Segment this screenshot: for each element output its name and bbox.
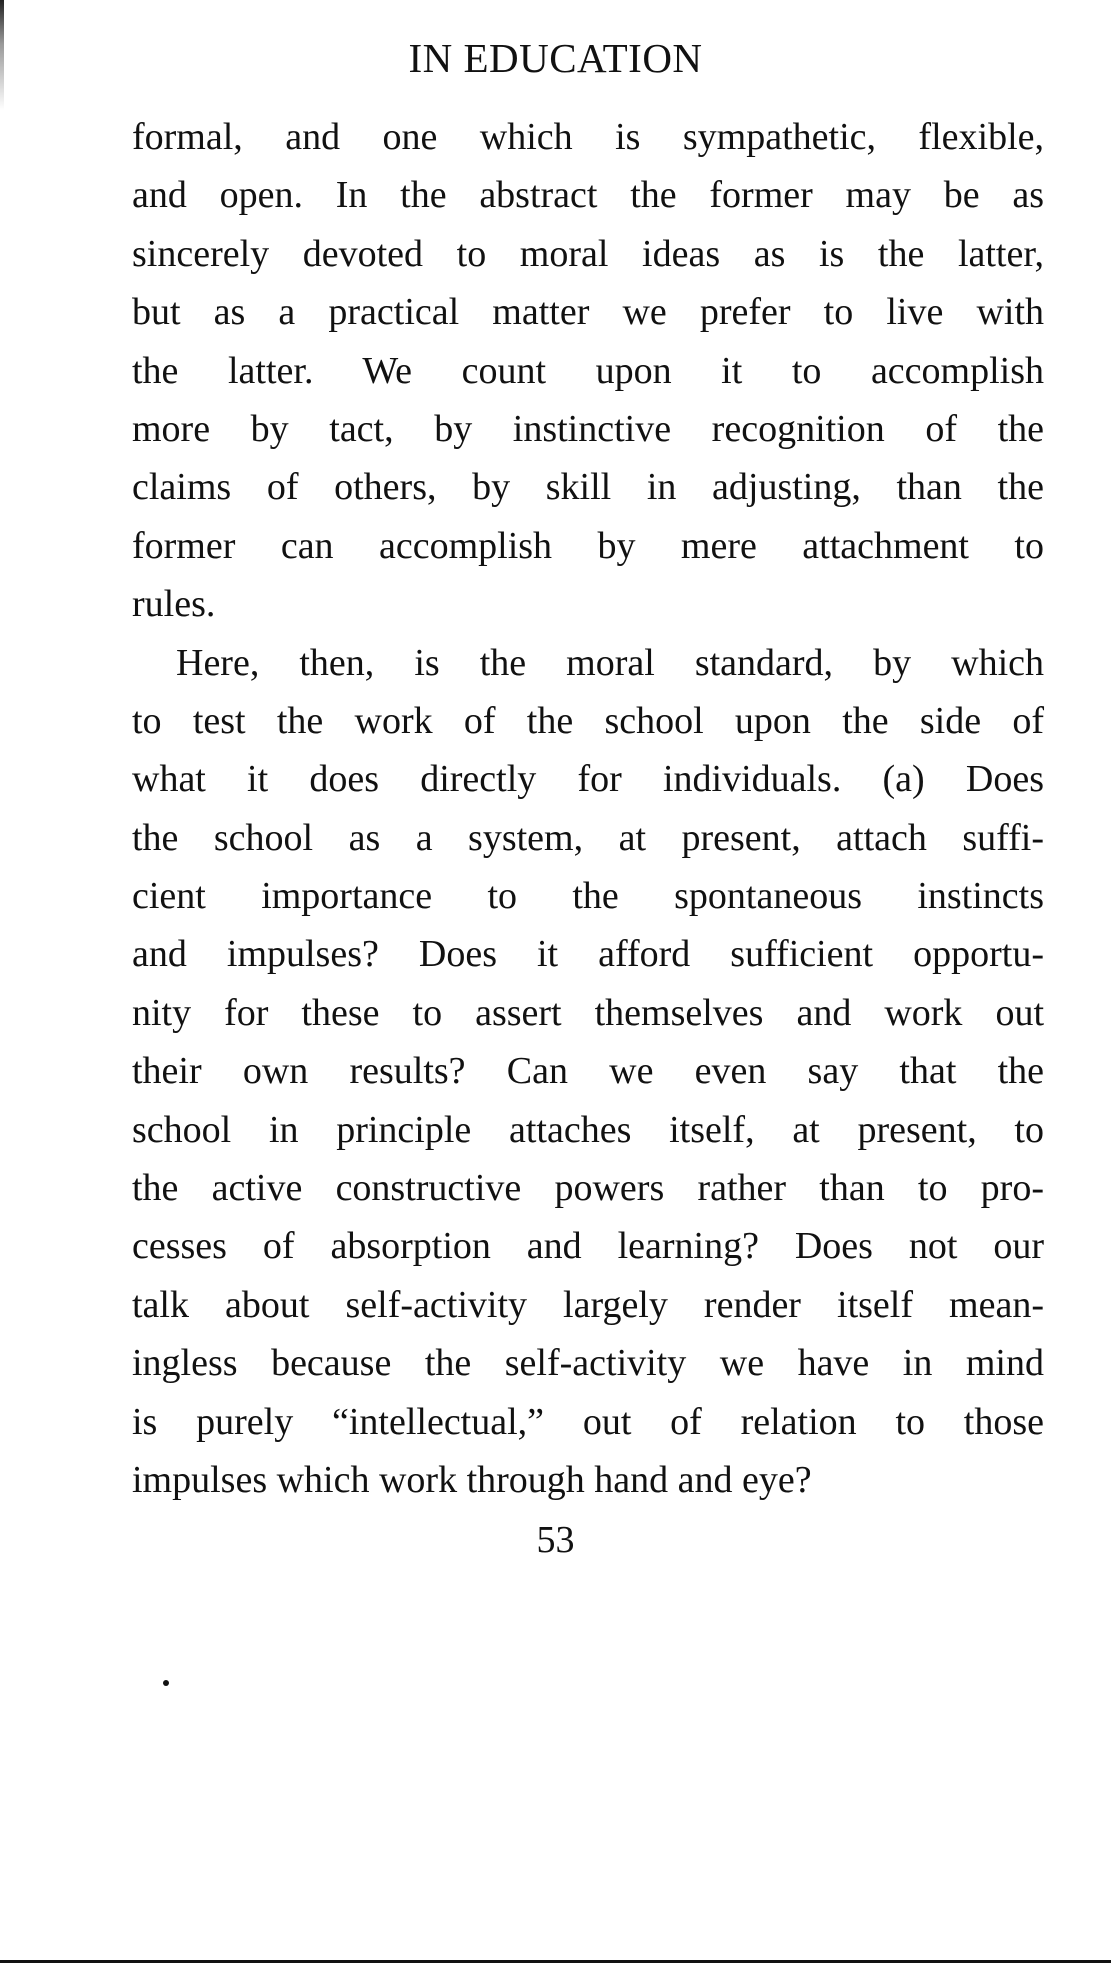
text-line: impulses which work through hand and eye? — [132, 1458, 812, 1501]
text-line: former can accomplish by mere attachment to — [132, 524, 1044, 567]
text-line: and open. In the abstract the former may be as — [132, 174, 1044, 217]
text-line: Here, then, is the moral standard, by which — [176, 641, 1044, 684]
ink-speck — [163, 1680, 169, 1686]
text-line: cient importance to the spontaneous instincts — [132, 875, 1044, 918]
text-line: cesses of absorption and learning? Does not our — [132, 1225, 1044, 1268]
text-line: ingless because the self-activity we have in mind — [132, 1342, 1044, 1385]
text-line: the latter. We count upon it to accomplish — [132, 349, 1044, 392]
text-line: claims of others, by skill in adjusting, than the — [132, 466, 1044, 509]
text-line: the active constructive powers rather than to pro- — [132, 1167, 1044, 1210]
text-line: their own results? Can we even say that the — [132, 1050, 1044, 1093]
text-line: but as a practical matter we prefer to live with — [132, 291, 1044, 334]
page-body — [132, 108, 1044, 1509]
text-line: to test the work of the school upon the side of — [132, 699, 1044, 742]
text-line: and impulses? Does it afford sufficient opportu- — [132, 933, 1044, 976]
text-line: what it does directly for individuals. (a) Does — [132, 758, 1044, 801]
page-number: 53 — [536, 1519, 575, 1561]
text-line: rules. — [132, 583, 216, 626]
text-line: sincerely devoted to moral ideas as is the latter, — [132, 232, 1044, 275]
running-header: IN EDUCATION — [408, 35, 703, 81]
text-line: school in principle attaches itself, at present, to — [132, 1108, 1044, 1151]
text-line: more by tact, by instinctive recognition of the — [132, 407, 1044, 450]
text-line: nity for these to assert themselves and work out — [132, 991, 1044, 1034]
bottom-rule — [0, 1960, 1111, 1963]
text-line: formal, and one which is sympathetic, flexible, — [132, 116, 1044, 158]
text-line: talk about self-activity largely render itself mean- — [132, 1283, 1044, 1326]
text-line: is purely “intellectual,” out of relation to those — [132, 1400, 1044, 1443]
text-line: the school as a system, at present, attach suffi- — [132, 816, 1044, 859]
